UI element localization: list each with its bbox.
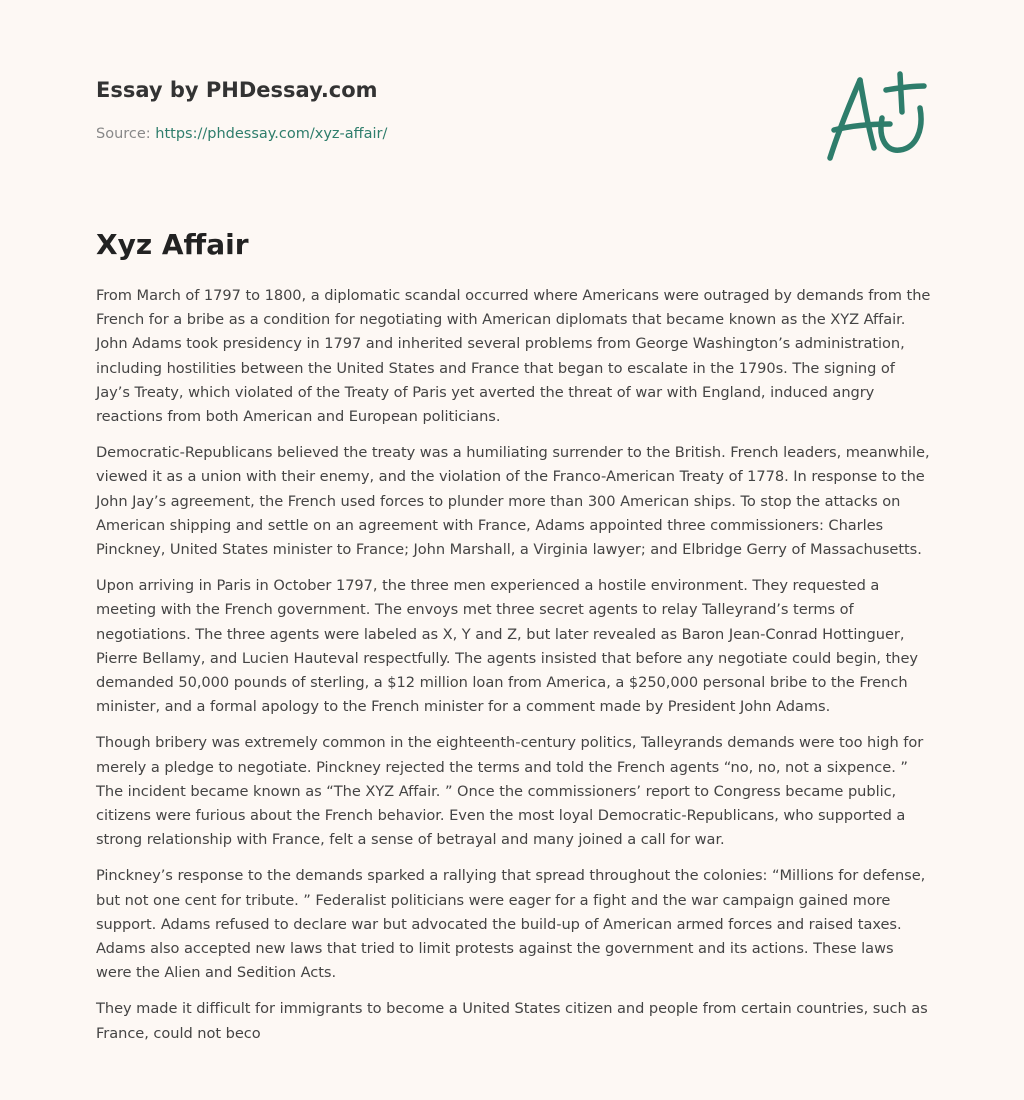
- essay-paragraph: They made it difficult for immigrants to become a United States citizen and people from certain countries, such as France, could not beco: [96, 1000, 928, 1042]
- essay-paragraph: From March of 1797 to 1800, a diplomatic scandal occurred where Americans were outraged by demands from the French for a bribe as a condition for negotiating with American diplomats that became known as the XYZ Affair. John Adams took presidency in 1797 and inherited several problems from George Washington’s administration, including hostilities between the United States and France that began to escalate in the 1790s. The signing of Jay’s Treaty, which violated of the Treaty of Paris yet averted the threat of war with England, induced angry reactions from both American and European politicians.: [96, 287, 931, 426]
- source-label: Source:: [96, 126, 156, 142]
- essay-paragraph: Democratic-Republicans believed the treaty was a humiliating surrender to the British. French leaders, meanwhile, viewed it as a union with their enemy, and the violation of the Franco-American Treaty of 1778. In response to the John Jay’s agreement, the French used forces to plunder more than 300 American ships. To stop the attacks on American shipping and settle on an agreement with France, Adams appointed three commissioners: Charles Pinckney, United States minister to France; John Marshall, a Virginia lawyer; and Elbridge Gerry of Massachusetts.: [96, 444, 930, 559]
- page-header: [96, 76, 796, 144]
- essay-paragraph: Upon arriving in Paris in October 1797, the three men experienced a hostile environment. They requested a meeting with the French government. The envoys met three secret agents to relay Talleyrand’s terms of negotiations. The three agents were labeled as X, Y and Z, but later revealed as Baron Jean-Conrad Hottinguer, Pierre Bellamy, and Lucien Hauteval respectfully. The agents insisted that before any negotiate could begin, they demanded 50,000 pounds of sterling, a $12 million loan from America, a $250,000 personal bribe to the French minister, and a formal apology to the French minister for a comment made by President John Adams.: [96, 577, 918, 716]
- essay-paragraph: Pinckney’s response to the demands sparked a rallying that spread throughout the colonies: “Millions for defense, but not one cent for tribute. ” Federalist politicians were eager for a fight and the war campaign gained more support. Adams refused to declare war but advocated the build-up of American armed forces and raised taxes. Adams also accepted new laws that tried to limit protests against the government and its actions. These laws were the Alien and Sedition Acts.: [96, 867, 926, 982]
- source-link[interactable]: https://phdessay.com/xyz-affair/: [155, 126, 388, 142]
- essay-title: Xyz Affair: [96, 228, 249, 261]
- essay-body: [96, 284, 932, 1058]
- site-title: Essay by PHDessay.com: [96, 78, 378, 102]
- a-plus-logo-icon: [820, 68, 930, 168]
- essay-paragraph: Though bribery was extremely common in the eighteenth-century politics, Talleyrands demands were too high for merely a pledge to negotiate. Pinckney rejected the terms and told the French agents “no, no, not a sixpence. ” The incident became known as “The XYZ Affair. ” Once the commissioners’ report to Congress became public, citizens were furious about the French behavior. Even the most loyal Democratic-Republicans, who supported a strong relationship with France, felt a sense of betrayal and many joined a call for war.: [96, 734, 924, 849]
- source-line: [96, 124, 796, 144]
